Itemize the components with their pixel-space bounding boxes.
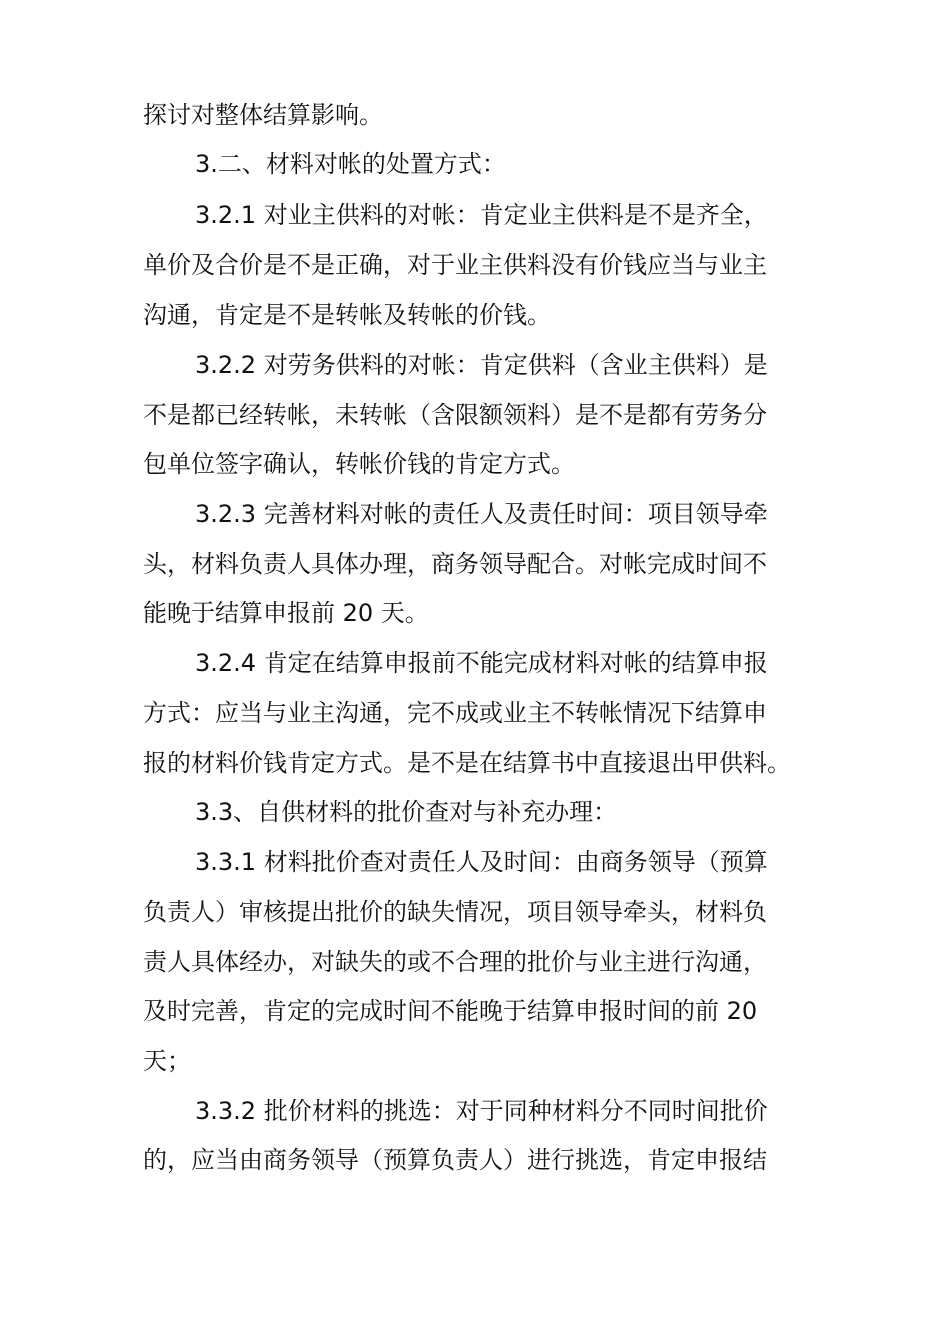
text-line: 头，材料负责人具体办理，商务领导配合。对帐完成时间不 [143,550,767,578]
text-line: 的，应当由商务领导（预算负责人）进行挑选，肯定申报结 [143,1146,767,1174]
text-line: 3.2.1 对业主供料的对帐：肯定业主供料是不是齐全， [195,201,768,229]
text-line: 3.2.2 对劳务供料的对帐：肯定供料（含业主供料）是 [195,351,768,379]
text-line: 3.2.3 完善材料对帐的责任人及责任时间：项目领导牵 [195,500,768,528]
text-line: 能晚于结算申报前 20 天。 [143,599,429,627]
text-line: 方式：应当与业主沟通，完不成或业主不转帐情况下结算申 [143,699,767,727]
text-line: 天； [143,1047,191,1075]
text-line: 及时完善，肯定的完成时间不能晚于结算申报时间的前 20 [143,997,758,1025]
text-line: 包单位签字确认，转帐价钱的肯定方式。 [143,450,575,478]
text-line: 单价及合价是不是正确，对于业主供料没有价钱应当与业主 [143,251,767,279]
text-line: 3.3.1 材料批价查对责任人及时间：由商务领导（预算 [195,848,768,876]
text-line: 责人具体经办，对缺失的或不合理的批价与业主进行沟通， [143,948,767,976]
text-line: 报的材料价钱肯定方式。是不是在结算书中直接退出甲供料。 [143,749,791,777]
section-heading: 3.3、自供材料的批价查对与补充办理： [195,798,618,826]
text-line: 不是都已经转帐，未转帐（含限额领料）是不是都有劳务分 [143,401,767,429]
text-line: 3.3.2 批价材料的挑选：对于同种材料分不同时间批价 [195,1097,768,1125]
text-line: 3.2.4 肯定在结算申报前不能完成材料对帐的结算申报 [195,649,768,677]
text-line: 探讨对整体结算影响。 [143,101,383,129]
text-line: 沟通，肯定是不是转帐及转帐的价钱。 [143,301,551,329]
text-line: 负责人）审核提出批价的缺失情况，项目领导牵头，材料负 [143,898,767,926]
section-heading: 3.二、材料对帐的处置方式： [195,150,506,178]
